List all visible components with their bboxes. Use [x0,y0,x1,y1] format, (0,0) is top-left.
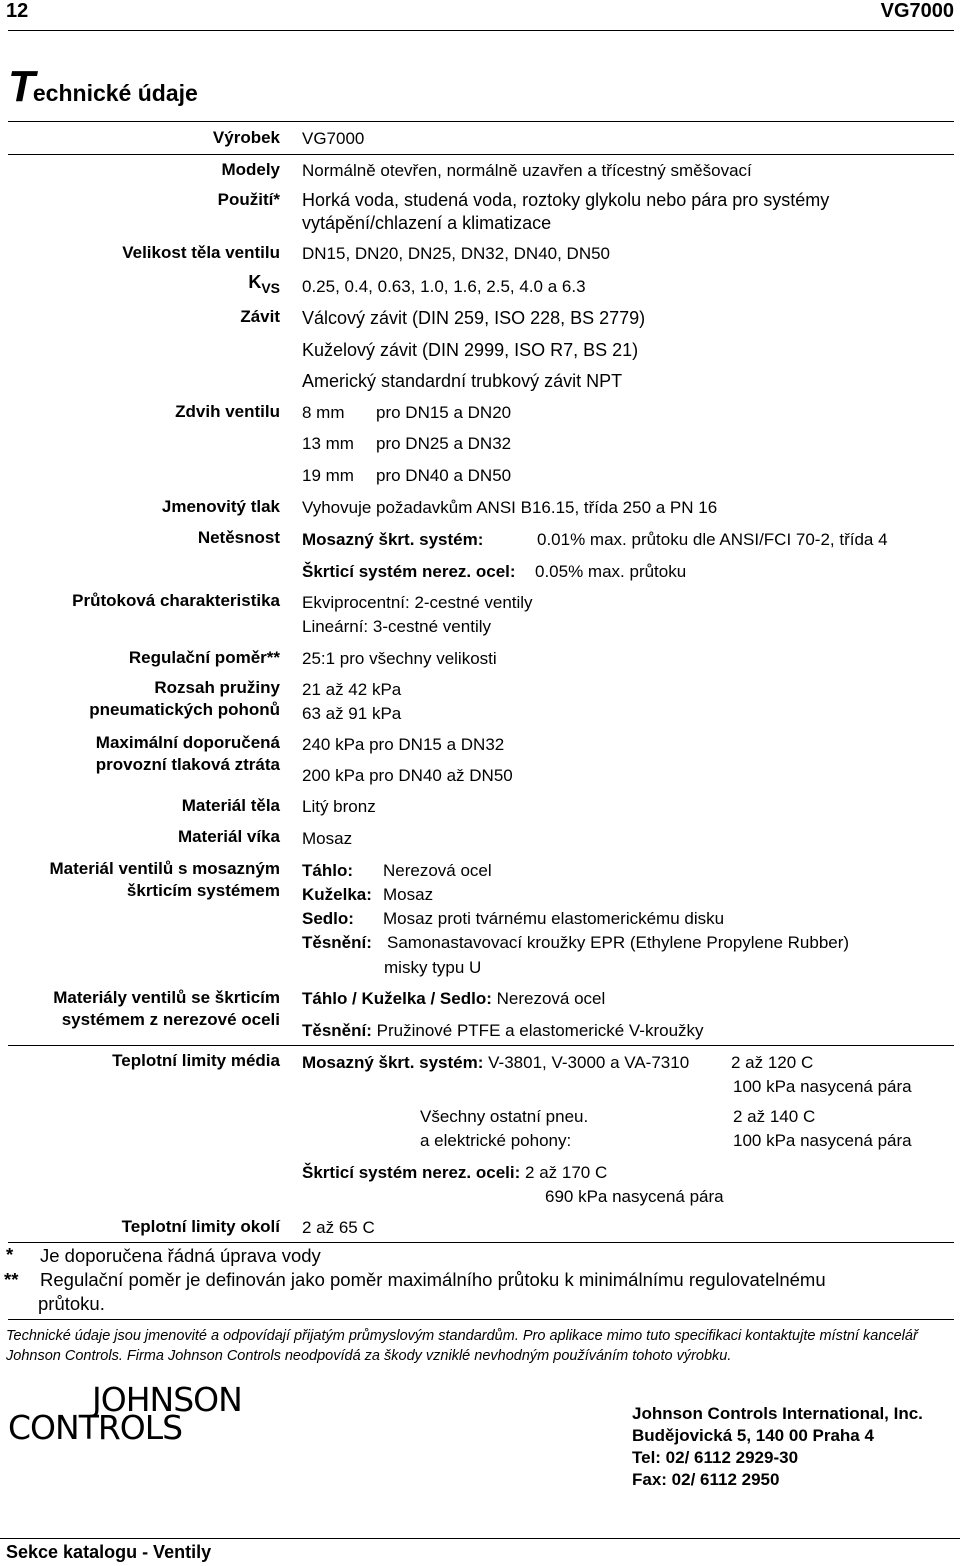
value-velikost: DN15, DN20, DN25, DN32, DN40, DN50 [302,244,611,263]
label-mat-vika: Materiál víka [177,827,280,846]
page-number: 12 [6,0,29,22]
teplota-ostatni-1: Všechny ostatní pneu. [420,1107,589,1126]
value-maxztrata-2: 200 kPa pro DN40 až DN50 [302,766,513,785]
footnote-text-2-cont: průtoku. [38,1293,105,1314]
value-mat-vika: Mosaz [302,829,353,848]
teplota-ostatni-2: a elektrické pohony: [420,1131,572,1150]
label-netesnost: Netěsnost [197,528,280,547]
netesnost-nerez-label: Škrticí systém nerez. ocel: [302,562,516,581]
mat-mosaz-val-1: Nerezová ocel [383,861,492,880]
zdvih-dn-3: pro DN40 a DN50 [376,466,512,485]
label-rozsah-2: pneumatických pohonů [89,700,280,719]
document-code: VG7000 [880,0,954,22]
contact-fax: Fax: 02/ 6112 2950 [632,1470,780,1489]
zdvih-mm-1: 8 mm [302,403,345,422]
value-regulacni: 25:1 pro všechny velikosti [302,649,497,668]
netesnost-nerez-value: 0.05% max. průtoku [535,562,687,581]
logo-word-johnson: JOHNSON [92,1380,242,1419]
value-zavit-3: Americký standardní trubkový závit NPT [302,371,623,391]
label-mat-mosaz-2: škrticím systémem [126,881,280,900]
title-rule [8,121,954,122]
mat-mosaz-key-3: Sedlo: [302,909,354,928]
zdvih-mm-2: 13 mm [302,434,354,453]
teplota-nerez-pressure: 690 kPa nasycená pára [545,1187,724,1206]
row-divider [8,1319,954,1320]
teplota-ostatni-temp: 2 až 140 C [733,1107,816,1126]
mat-mosaz-val-2: Mosaz [383,885,434,904]
value-vyrobek: VG7000 [302,129,365,148]
footer-section: Sekce katalogu - Ventily [6,1542,212,1562]
zdvih-dn-2: pro DN25 a DN32 [376,434,512,453]
title-text: echnické údaje [32,80,198,106]
label-mat-tela: Materiál těla [181,796,280,815]
label-regulacni: Regulační poměr** [128,648,280,667]
label-mat-nerez-1: Materiály ventilů se škrticím [53,988,280,1007]
label-zdvih: Zdvih ventilu [175,402,280,421]
netesnost-mosaz-value: 0.01% max. průtoku dle ANSI/FCI 70-2, třída 4 [537,530,888,549]
zdvih-mm-3: 19 mm [302,466,354,485]
netesnost-mosaz-label: Mosazný škrt. systém: [302,530,484,549]
label-teplota-media: Teplotní limity média [112,1051,280,1070]
value-maxztrata-1: 240 kPa pro DN15 a DN32 [302,735,505,754]
value-rozsah-2: 63 až 91 kPa [302,704,402,723]
label-rozsah-1: Rozsah pružiny [154,678,280,697]
contact-tel: Tel: 02/ 6112 2929-30 [632,1448,799,1467]
page-title [8,62,198,112]
label-vyrobek: Výrobek [212,128,280,147]
value-mat-tela: Litý bronz [302,797,376,816]
value-pouziti-line1: Horká voda, studená voda, roztoky glykolu nebo pára pro systémy [302,190,830,210]
zdvih-dn-1: pro DN15 a DN20 [376,403,512,422]
teplota-nerez-row: Škrticí systém nerez. oceli: 2 až 170 C [302,1163,608,1182]
footnote-text-2: Regulační poměr je definován jako poměr maximálního průtoku k minimálnímu regulovatelnému [40,1269,826,1290]
footer-rule [0,1538,960,1539]
label-maxztrata-1: Maximální doporučená [95,733,280,752]
value-rozsah-1: 21 až 42 kPa [302,680,402,699]
mat-nerez-row-2: Těsnění: Pružinové PTFE a elastomerické V-kroužky [302,1021,704,1040]
mat-mosaz-cont: misky typu U [384,958,482,977]
label-teplota-okoli: Teplotní limity okolí [121,1217,280,1236]
mat-mosaz-val-4: Samonastavovací kroužky EPR (Ethylene Propylene Rubber) [387,933,850,952]
value-zavit-1: Válcový závit (DIN 259, ISO 228, BS 2779) [302,308,646,328]
label-mat-mosaz-1: Materiál ventilů s mosazným [49,859,280,878]
row-divider [8,1045,954,1046]
mat-mosaz-key-2: Kuželka: [302,885,372,904]
teplota-mosaz-pressure: 100 kPa nasycená pára [733,1077,912,1096]
value-teplota-okoli: 2 až 65 C [302,1218,375,1237]
mat-nerez-row-1: Táhlo / Kuželka / Sedlo: Nerezová ocel [302,989,606,1008]
mat-mosaz-key-4: Těsnění: [302,933,372,952]
footnote-mark-2: ** [4,1269,19,1290]
teplota-ostatni-pressure: 100 kPa nasycená pára [733,1131,912,1150]
label-zavit: Závit [240,307,280,326]
header-rule [8,30,954,31]
contact-company: Johnson Controls International, Inc. [632,1404,923,1423]
row-divider [8,1242,954,1243]
value-tlak: Vyhovuje požadavkům ANSI B16.15, třída 250 a PN 16 [302,498,718,517]
label-modely: Modely [221,160,280,179]
label-mat-nerez-2: systémem z nerezové oceli [61,1010,280,1029]
contact-address: Budějovická 5, 140 00 Praha 4 [632,1426,874,1445]
value-pouziti-line2: vytápění/chlazení a klimatizace [302,213,552,233]
value-zavit-2: Kuželový závit (DIN 2999, ISO R7, BS 21) [302,340,639,360]
mat-mosaz-key-1: Táhlo: [302,861,353,880]
title-initial: T [8,62,33,111]
value-kvs: 0.25, 0.4, 0.63, 1.0, 1.6, 2.5, 4.0 a 6.3 [302,277,586,296]
disclaimer: Technické údaje jsou jmenovité a odpovídají přijatým průmyslovým standardům. Pro aplikace mimo tuto specifikaci kontaktujte místní kancelář Johnson Controls. Firma Johnson Controls neodpovídá za škody vzniklé nevhodným používáním tohoto výrobku. [6,1328,918,1364]
label-tlak: Jmenovitý tlak [161,497,280,516]
row-divider [8,154,954,155]
value-prutokova-1: Ekviprocentní: 2-cestné ventily [302,593,533,612]
mat-mosaz-val-3: Mosaz proti tvárnému elastomerickému disku [383,909,725,928]
label-velikost: Velikost těla ventilu [122,243,280,262]
footnote-text-1: Je doporučena řádná úprava vody [40,1245,321,1266]
label-prutokova: Průtoková charakteristika [72,591,280,610]
footnote-mark-1: * [6,1244,14,1265]
teplota-mosaz-temp: 2 až 120 C [731,1053,814,1072]
johnson-controls-logo [8,1380,270,1446]
label-pouziti: Použití* [217,190,280,209]
teplota-mosaz-row: Mosazný škrt. systém: V-3801, V-3000 a VA-7310 [302,1053,690,1072]
logo-word-controls: CONTROLS [8,1408,183,1447]
label-kvs: $K_{VS}$ [248,272,280,296]
value-prutokova-2: Lineární: 3-cestné ventily [302,617,491,636]
value-modely: Normálně otevřen, normálně uzavřen a třícestný směšovací [302,161,752,180]
label-maxztrata-2: provozní tlaková ztráta [95,755,280,774]
